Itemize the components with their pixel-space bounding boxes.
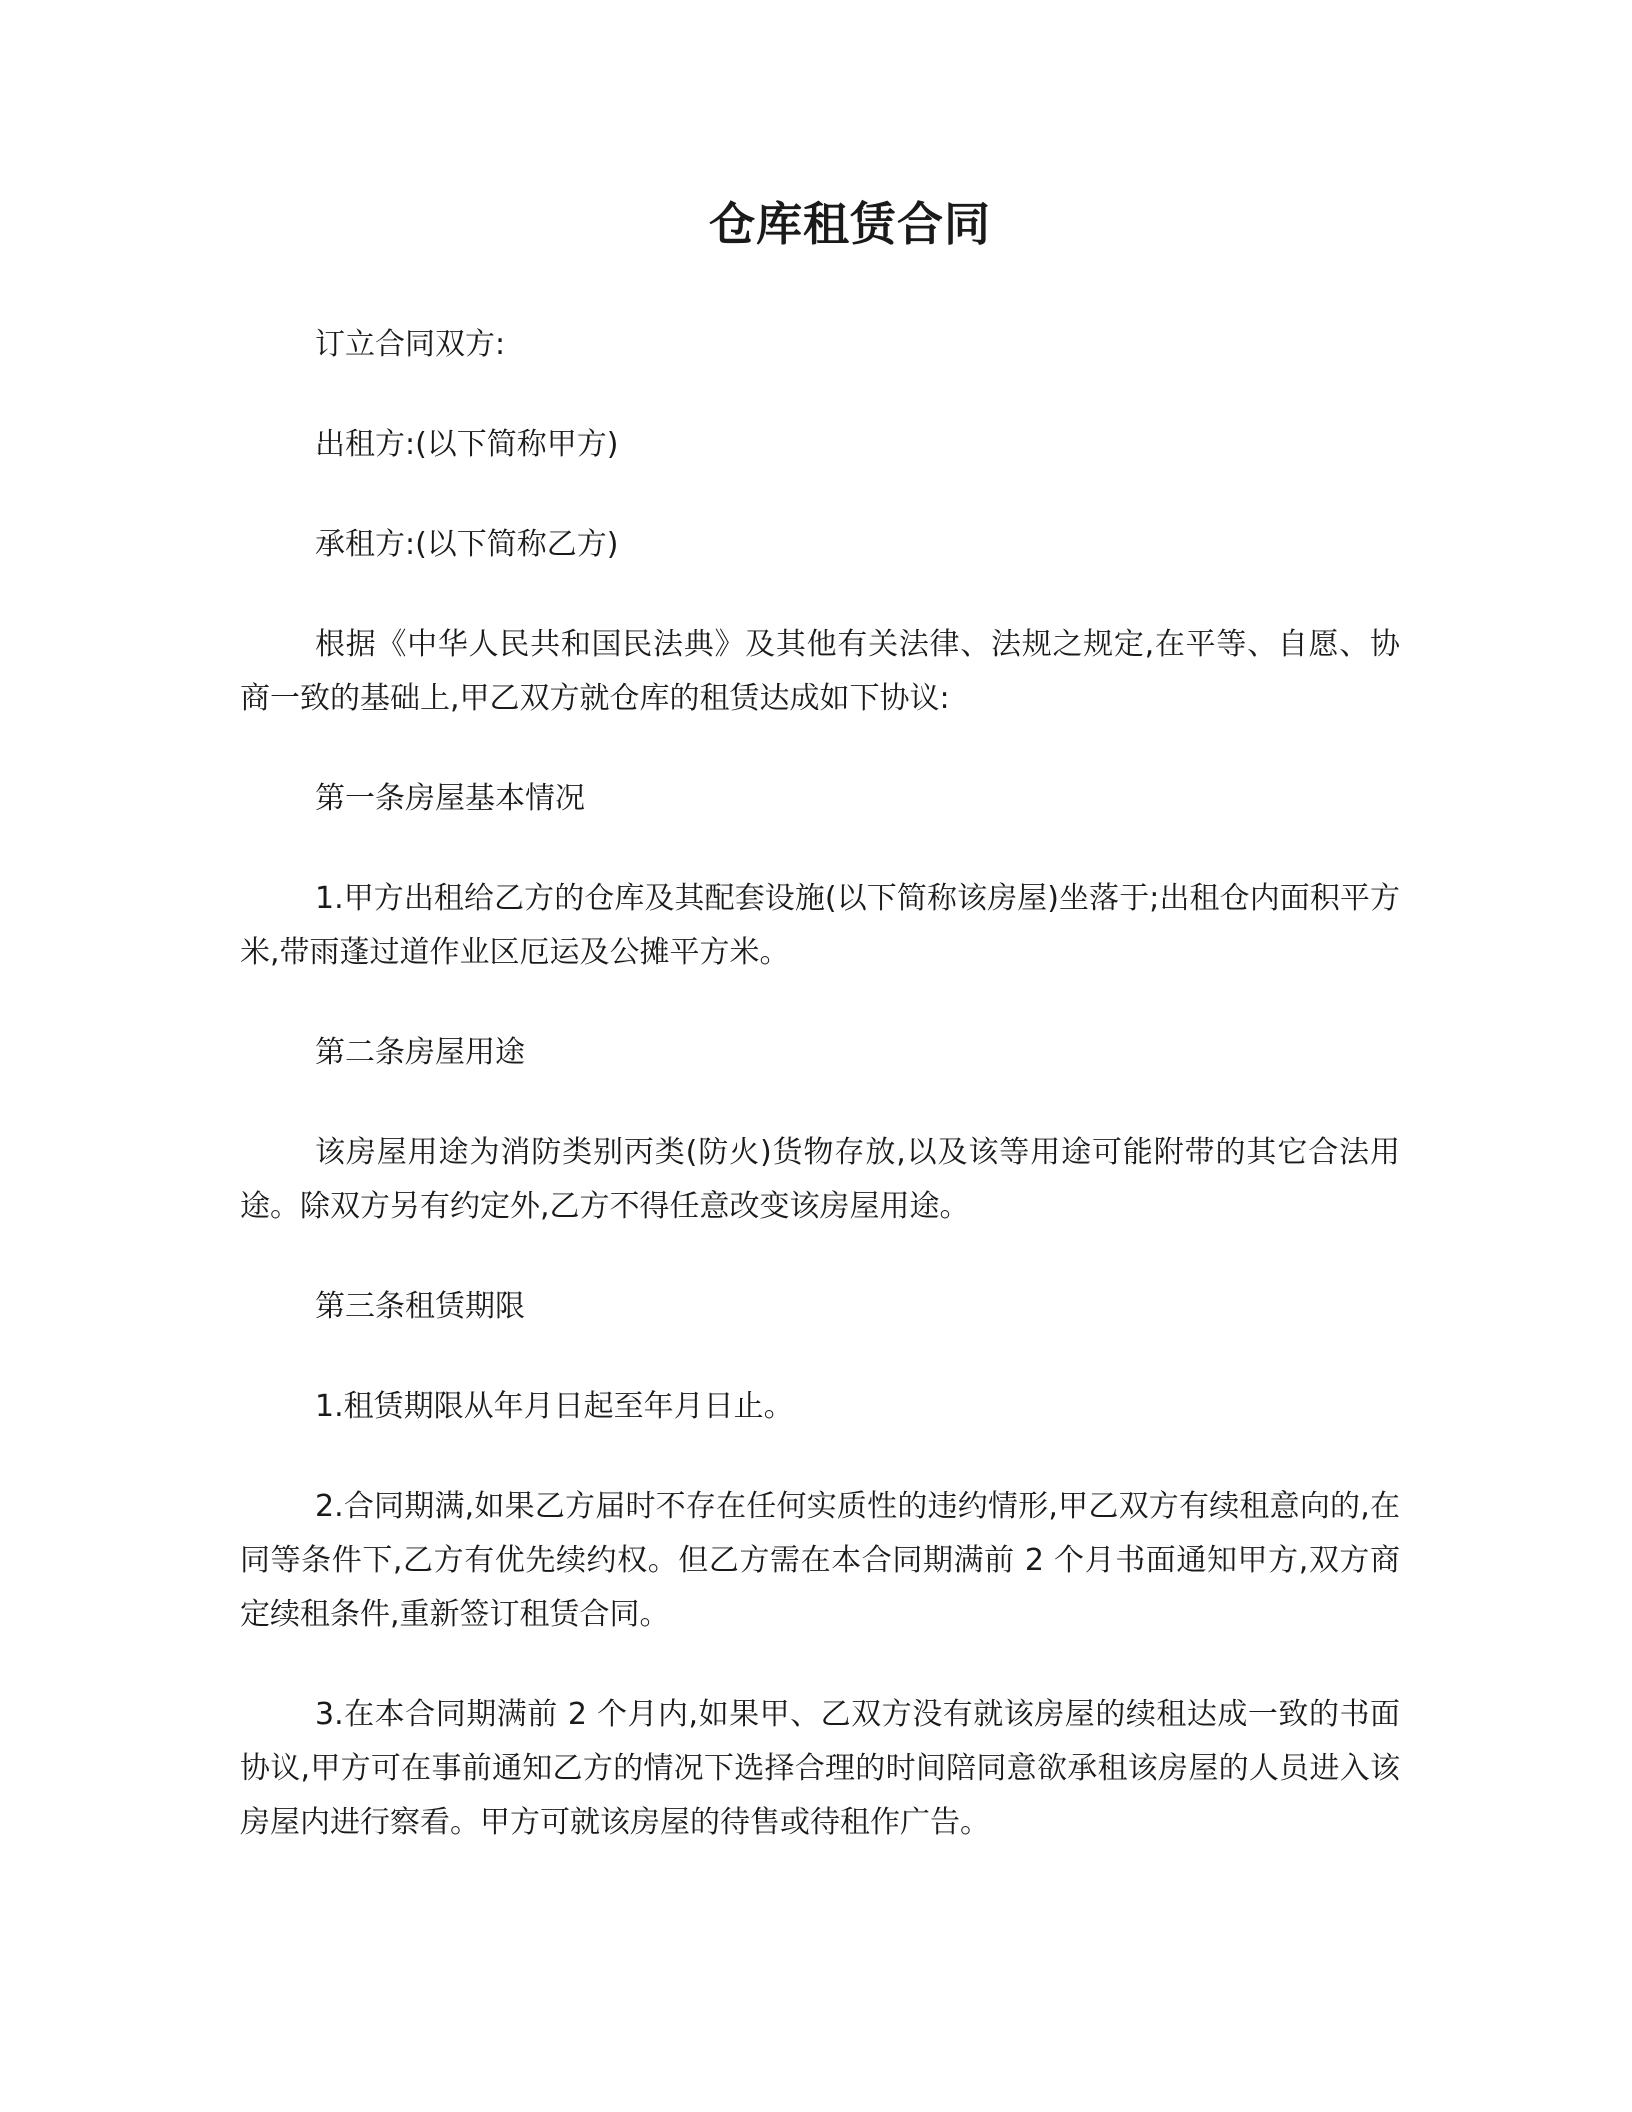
paragraph-article-2: 该房屋用途为消防类别丙类(防火)货物存放,以及该等用途可能附带的其它合法用途。除双方另有约定外,乙方不得任意改变该房屋用途。 [240,1135,1400,1224]
paragraph-article-3-item-1: 1.租赁期限从年月日起至年月日止。 [315,1389,794,1424]
paragraph-article-3-item-2: 2.合同期满,如果乙方届时不存在任何实质性的违约情形,甲乙双方有续租意向的,在同等条件下,乙方有优先续约权。但乙方需在本合同期满前 2 个月书面通知甲方,双方商定续租条件,重新签订租赁合同。 [240,1489,1400,1632]
document-body [240,318,1400,1896]
paragraph-parties: 订立合同双方: [315,327,506,362]
section-heading-article-1: 第一条房屋基本情况 [315,781,585,816]
section-heading-article-2: 第二条房屋用途 [315,1035,525,1070]
paragraph-article-3-item-3: 3.在本合同期满前 2 个月内,如果甲、乙双方没有就该房屋的续租达成一致的书面协议,甲方可在事前通知乙方的情况下选择合理的时间陪同意欲承租该房屋的人员进入该房屋内进行察看。甲方可就该房屋的待售或待租作广告。 [240,1697,1400,1840]
paragraph-article-1-item-1: 1.甲方出租给乙方的仓库及其配套设施(以下简称该房屋)坐落于;出租仓内面积平方米,带雨蓬过道作业区厄运及公摊平方米。 [240,881,1400,970]
paragraph-preamble: 根据《中华人民共和国民法典》及其他有关法律、法规之规定,在平等、自愿、协商一致的基础上,甲乙双方就仓库的租赁达成如下协议: [240,627,1400,716]
paragraph-lessee: 承租方:(以下简称乙方) [315,527,619,562]
section-heading-article-3: 第三条租赁期限 [315,1289,525,1324]
paragraph-lessor: 出租方:(以下简称甲方) [315,427,619,462]
document-title: 仓库租赁合同 [709,197,991,251]
